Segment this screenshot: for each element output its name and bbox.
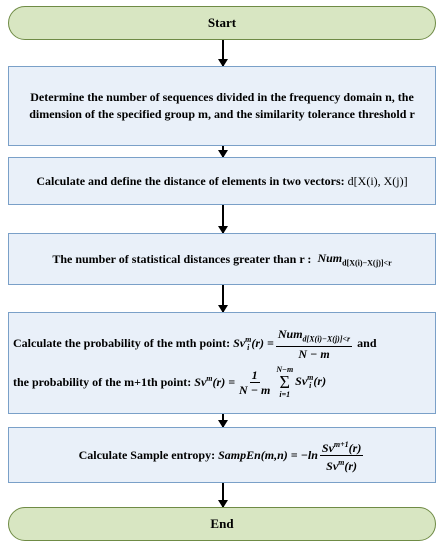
arrow-1 (222, 40, 224, 66)
step4-num-a-sub: d[X(i)−X(j)]<r (302, 334, 351, 344)
step4-lhs-a-main: Sv (233, 335, 246, 350)
step4-lhs-a-sub: i (247, 343, 250, 353)
step5-fraction (320, 438, 363, 473)
step3-formula-sub: d[X(i)−X(j)]<r (342, 258, 392, 268)
step4-lhs-b (194, 374, 235, 390)
step2-text: Calculate and define the distance of elements in two vectors: (36, 173, 345, 188)
sum-term-arg: (r) (313, 374, 327, 389)
step4-lhs-b-arg: (r) = (212, 375, 236, 390)
step4-num-b: 1 (251, 367, 258, 382)
step4-lhs-b-main: Sv (194, 375, 207, 390)
end-terminal (8, 507, 436, 541)
step4-text-b: the probability of the m+1th point: (13, 374, 192, 389)
step5-text: Calculate Sample entropy: (78, 447, 216, 462)
arrow-2 (222, 146, 224, 157)
step4-and: and (357, 336, 377, 351)
step3-text: The number of statistical distances greater than r : (52, 251, 312, 266)
step4-row-b (13, 365, 326, 399)
sum-term-sup: m (307, 373, 314, 383)
step4-text-a: Calculate the probability of the mth point: (13, 336, 231, 351)
sum-term-main: Sv (295, 374, 308, 389)
sum-term-sub: i (309, 381, 312, 391)
step4-fraction-b (237, 368, 272, 397)
step4-row-a (13, 327, 377, 361)
start-terminal (8, 6, 436, 40)
step2-formula: d[X(i), X(j)] (347, 173, 408, 188)
step-determine-parameters (8, 66, 436, 146)
step4-num-a: Num (277, 326, 303, 341)
step4-lhs-b-sup: m (206, 374, 213, 384)
step4-lhs-a-arg: (r) = (251, 335, 274, 350)
step-count-distances (8, 233, 436, 285)
step-calculate-distance (8, 157, 436, 205)
step4-lhs-a-sup: m (245, 335, 252, 345)
step5-num: Sv (321, 440, 334, 455)
step3-formula (317, 251, 391, 267)
sum-lower-limit: i=1 (279, 390, 291, 400)
step5-num-sup: m+1 (333, 439, 349, 449)
summation (276, 365, 293, 399)
step5-den-arg: (r) (344, 458, 358, 473)
step5-lhs: SampEn(m,n) = −ln (218, 447, 318, 462)
sigma-icon: Σ (279, 372, 290, 393)
step-probability (8, 312, 436, 414)
step4-fraction-a (276, 327, 352, 361)
sum-upper-limit: N−m (276, 365, 294, 375)
step4-den-a: N − m (298, 347, 330, 362)
step5-den: Sv (326, 458, 339, 473)
arrow-4 (222, 285, 224, 312)
arrow-3 (222, 205, 224, 233)
arrow-5 (222, 414, 224, 427)
step4-sum-term (295, 374, 326, 390)
step-sample-entropy (8, 427, 436, 483)
step5-num-arg: (r) (348, 440, 362, 455)
step4-den-b: N − m (239, 382, 271, 397)
step3-formula-main: Num (317, 250, 343, 265)
arrow-6 (222, 483, 224, 507)
step4-lhs-a (233, 336, 274, 352)
start-label: Start (207, 15, 237, 30)
step1-text: Determine the number of sequences divided in the frequency domain n, the dimension of the specified group m, and the similarity tolerance threshold r (29, 90, 415, 121)
end-label: End (210, 516, 234, 531)
step5-den-sup: m (338, 457, 345, 467)
